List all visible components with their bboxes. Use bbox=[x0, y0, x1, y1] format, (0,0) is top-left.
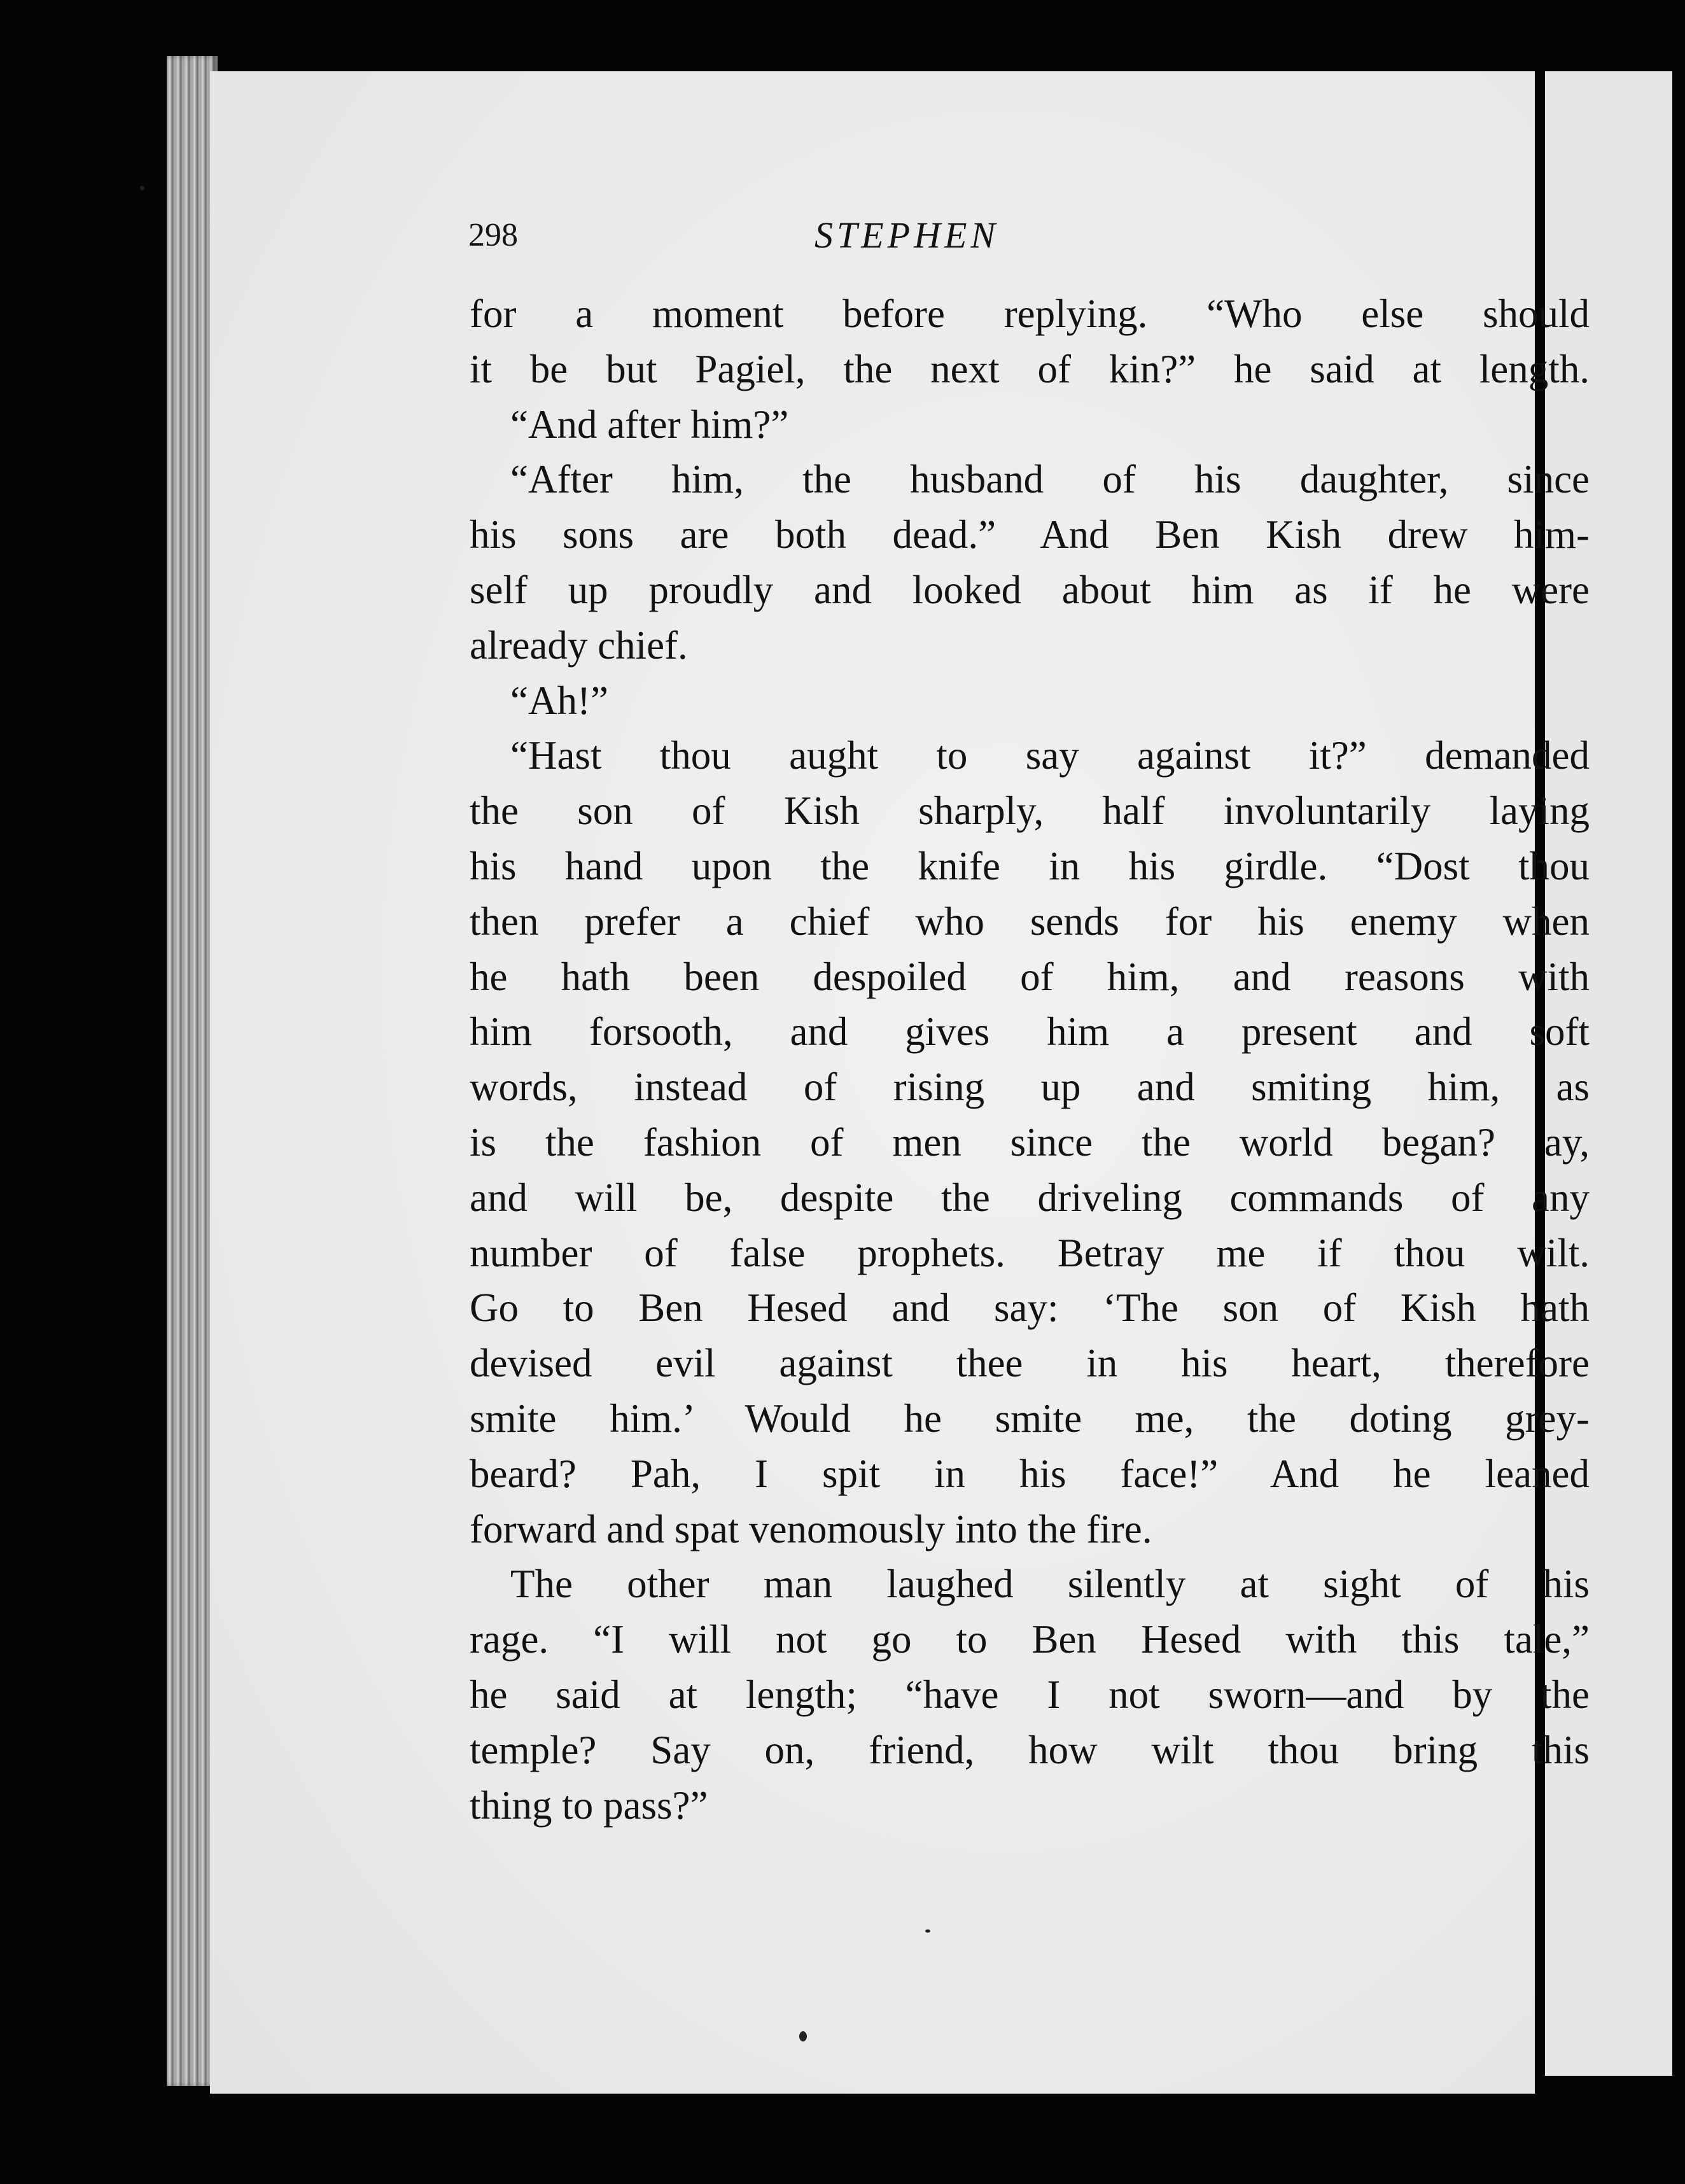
page-number: 298 bbox=[468, 217, 518, 253]
text-line: he hath been despoiled of him, and reasons with bbox=[470, 954, 1590, 999]
book-page bbox=[210, 71, 1590, 2094]
text-line: “Ah!” bbox=[510, 678, 608, 723]
text-line: rage. “I will not go to Ben Hesed with this tale,” bbox=[470, 1617, 1590, 1662]
text-line: and will be, despite the driveling commands of any bbox=[470, 1175, 1590, 1220]
text-line: him forsooth, and gives him a present and soft bbox=[470, 1009, 1590, 1054]
text-line: for a moment before replying. “Who else should bbox=[470, 291, 1590, 336]
text-line: words, instead of rising up and smiting him, as bbox=[470, 1065, 1590, 1110]
body-text bbox=[470, 286, 1590, 1833]
text-line: forward and spat venomously into the fire. bbox=[470, 1506, 1152, 1551]
text-line: temple? Say on, friend, how wilt thou bring this bbox=[470, 1727, 1590, 1772]
text-line: already chief. bbox=[470, 622, 688, 668]
text-line: devised evil against thee in his heart, therefore bbox=[470, 1341, 1590, 1386]
text-line: “After him, the husband of his daughter, since bbox=[510, 457, 1590, 502]
text-line: then prefer a chief who sends for his enemy when bbox=[470, 899, 1590, 944]
text-line: Go to Ben Hesed and say: ‘The son of Kish hath bbox=[470, 1285, 1590, 1331]
text-line: number of false prophets. Betray me if thou wilt. bbox=[470, 1230, 1590, 1275]
scan-speck bbox=[799, 2031, 807, 2041]
text-line: “And after him?” bbox=[510, 402, 789, 447]
running-head bbox=[210, 216, 1535, 267]
scan-speck bbox=[140, 186, 144, 190]
text-line: the son of Kish sharply, half involuntarily laying bbox=[470, 788, 1590, 834]
text-line: self up proudly and looked about him as if he were bbox=[470, 567, 1590, 612]
scan-speck bbox=[925, 1929, 930, 1933]
text-line: is the fashion of men since the world began? ay, bbox=[470, 1119, 1590, 1165]
text-line: he said at length; “have I not sworn—and by the bbox=[470, 1672, 1590, 1717]
text-line: thing to pass?” bbox=[470, 1782, 708, 1828]
text-line: his sons are both dead.” And Ben Kish drew him- bbox=[470, 512, 1590, 557]
running-title: STEPHEN bbox=[815, 214, 1000, 256]
text-line: beard? Pah, I spit in his face!” And he leaned bbox=[470, 1451, 1590, 1496]
text-line: smite him.’ Would he smite me, the doting grey- bbox=[470, 1396, 1590, 1441]
text-line: it be but Pagiel, the next of kin?” he said at length. bbox=[470, 346, 1590, 391]
text-line: The other man laughed silently at sight of his bbox=[510, 1562, 1590, 1607]
text-line: his hand upon the knife in his girdle. “Dost thou bbox=[470, 843, 1590, 888]
text-line: “Hast thou aught to say against it?” demanded bbox=[510, 733, 1590, 778]
